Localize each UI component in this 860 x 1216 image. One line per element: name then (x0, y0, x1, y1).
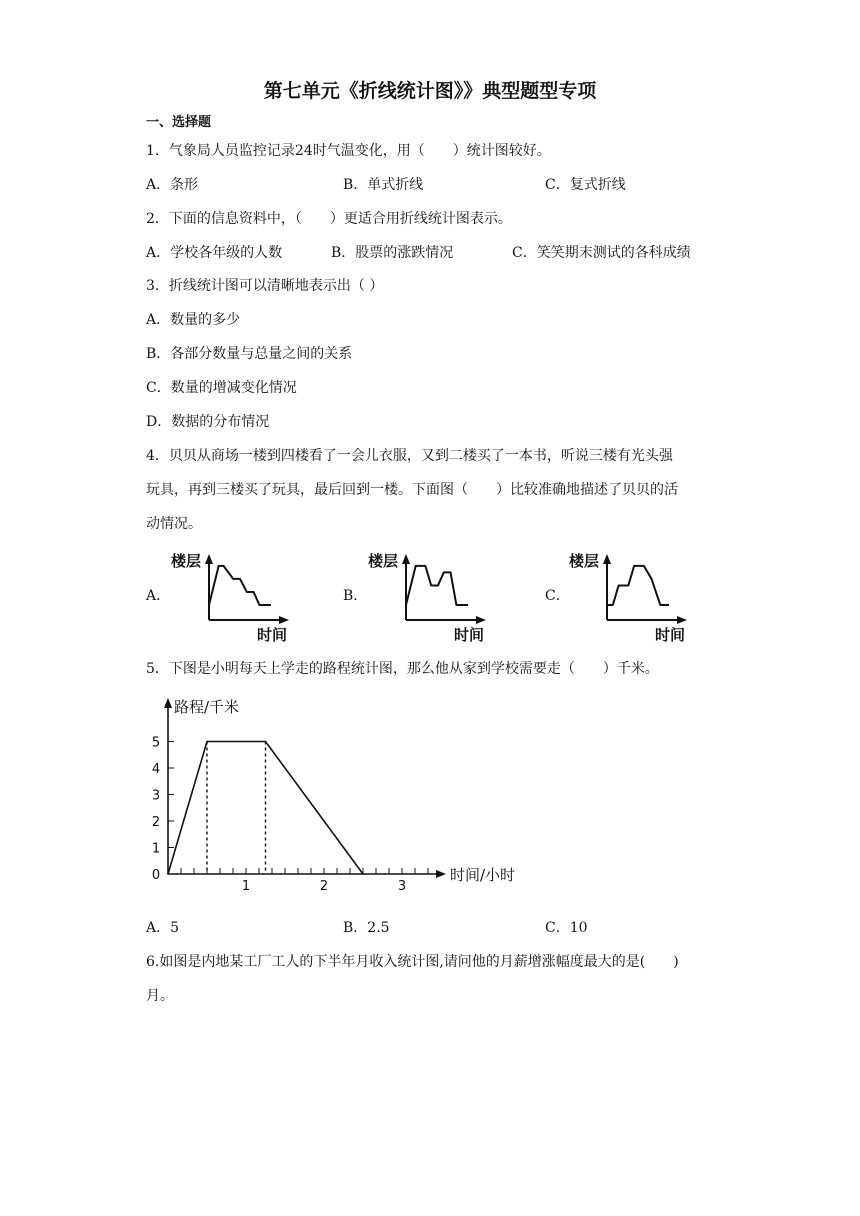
q3-option-c: C．数量的增减变化情况 (146, 380, 297, 396)
y-axis-label: 楼层 (569, 552, 600, 570)
series-line (406, 566, 468, 605)
q2-option-b: B．股票的涨跌情况 (331, 245, 454, 261)
y-axis-label: 楼层 (368, 552, 399, 570)
floor-chart-c (563, 548, 693, 644)
q4-option-c: C． (545, 588, 570, 604)
q1-stem: 1．气象局人员监控记录24时气温变化，用（ ）统计图较好。 (146, 143, 551, 159)
section-heading: 一、选择题 (146, 115, 212, 130)
data-point (362, 873, 364, 875)
q4-stem-line3: 动情况。 (146, 516, 202, 532)
q3-stem: 3．折线统计图可以清晰地表示出（ ） (146, 278, 384, 294)
q1-option-b: B．单式折线 (343, 177, 424, 193)
x-axis-arrow (436, 870, 446, 878)
y-axis-arrow (205, 554, 213, 564)
data-point (206, 741, 208, 743)
floor-chart-a (165, 548, 295, 644)
q5-option-b: B．2.5 (343, 920, 390, 936)
x-tick-label: 2 (319, 879, 329, 894)
y-axis-label: 楼层 (171, 552, 202, 570)
q2-option-c: C．笑笑期末测试的各科成绩 (512, 245, 691, 261)
y-tick-label: 2 (151, 815, 161, 830)
x-axis-label: 时间 (655, 626, 686, 644)
x-axis-label: 时间 (257, 626, 288, 644)
q5-stem: 5．下图是小明每天上学走的路程统计图，那么他从家到学校需要走（ ）千米。 (146, 661, 659, 677)
q1-option-c: C．复式折线 (545, 177, 626, 193)
x-axis-arrow (279, 616, 289, 624)
q4-option-b: B． (343, 588, 368, 604)
floor-chart-b (362, 548, 492, 644)
q6-stem-line1: 6.如图是内地某工厂工人的下半年月收入统计图,请问他的月薪增涨幅度最大的是( ) (146, 954, 679, 970)
x-tick-label: 1 (241, 879, 251, 894)
series-line (607, 566, 669, 605)
y-tick-label: 1 (151, 841, 161, 857)
x-axis-arrow (476, 616, 486, 624)
q6-stem-line2: 月。 (146, 988, 174, 1004)
q3-option-d: D．数据的分布情况 (146, 414, 270, 430)
x-axis-label: 时间 (454, 626, 485, 644)
y-tick-label: 3 (151, 788, 161, 804)
distance-time-chart (146, 692, 526, 898)
q1-option-a: A．条形 (146, 177, 199, 193)
series-line (209, 566, 271, 605)
q4-option-a: A． (146, 588, 171, 604)
y-tick-label: 4 (151, 762, 161, 777)
q2-option-a: A．学校各年级的人数 (146, 245, 283, 261)
y-tick-label: 0 (151, 868, 161, 883)
data-point (167, 873, 169, 875)
y-axis-arrow (603, 554, 611, 564)
y-axis-label: 路程/千米 (174, 698, 240, 716)
x-tick-label: 3 (397, 879, 407, 894)
x-axis-arrow (677, 616, 687, 624)
x-axis-label: 时间/小时 (450, 866, 516, 884)
y-axis-arrow (164, 698, 172, 708)
q3-option-a: A．数量的多少 (146, 312, 241, 328)
data-point (265, 741, 267, 743)
q2-stem: 2．下面的信息资料中，（ ）更适合用折线统计图表示。 (146, 211, 512, 227)
q5-option-c: C．10 (545, 920, 588, 936)
q5-option-a: A．5 (146, 920, 180, 936)
q4-stem-line1: 4．贝贝从商场一楼到四楼看了一会儿衣服，又到二楼买了一本书，听说三楼有光头强 (146, 448, 673, 464)
y-axis-arrow (402, 554, 410, 564)
y-tick-label: 5 (151, 735, 161, 751)
q4-stem-line2: 玩具，再到三楼买了玩具，最后回到一楼。下面图（ ）比较准确地描述了贝贝的活 (146, 482, 678, 498)
q3-option-b: B．各部分数量与总量之间的关系 (146, 346, 353, 362)
page-title: 第七单元《折线统计图》》典型题型专项 (263, 80, 597, 102)
